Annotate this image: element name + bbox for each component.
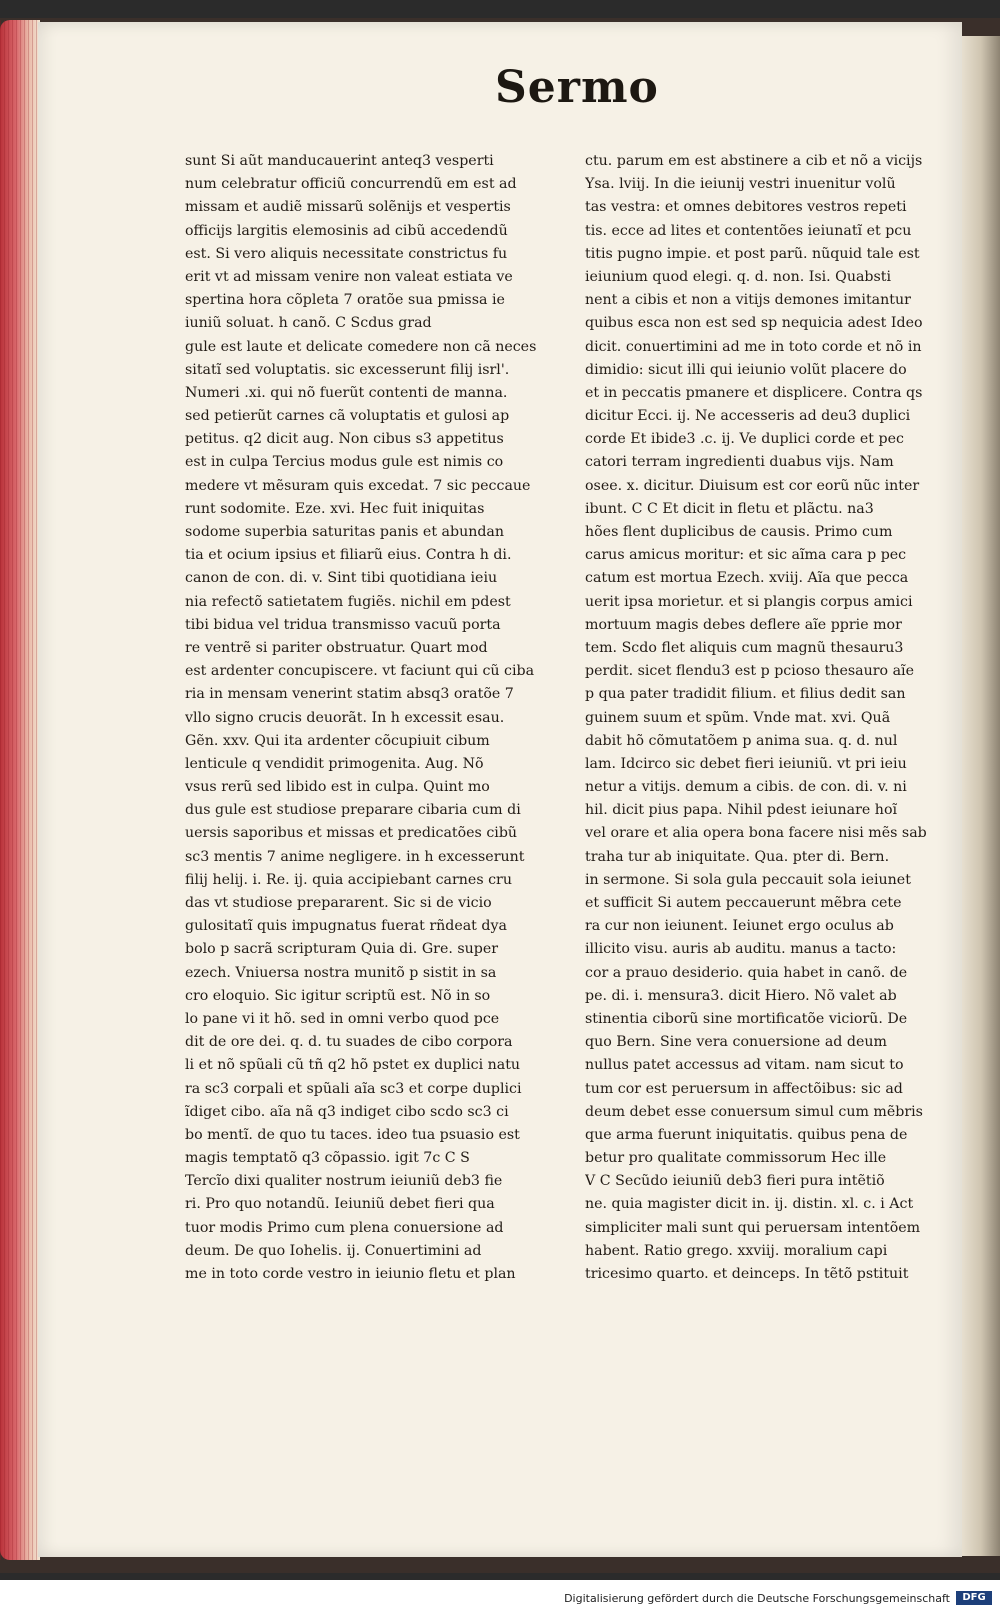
text-line: ctu. parum em est abstinere a cib et nõ a vicijs	[585, 153, 923, 169]
text-line: sitatĩ sed voluptatis. sic excesserunt filij isrl'.	[185, 361, 510, 378]
text-line: nullus patet accessus ad vitam. nam sicut to	[585, 1057, 904, 1074]
text-line: tem. Scdo flet aliquis cum magnũ thesauru3	[585, 639, 904, 656]
text-line: vsus rerũ sed libido est in culpa. Quint mo	[185, 779, 490, 796]
text-line: tricesimo quarto. et deinceps. In tẽtõ pstituit	[585, 1266, 909, 1282]
text-line: et in peccatis pmanere et displicere. Contra qs	[585, 384, 923, 401]
text-line: sunt Si aũt manducauerint anteq3 vesperti	[185, 153, 494, 169]
text-line: ieiunium quod elegi. q. d. non. Isi. Quabsti	[585, 268, 892, 285]
footer-bar	[0, 1580, 1000, 1614]
text-line: osee. x. dicitur. Diuisum est cor eorũ nũc inter	[585, 477, 920, 494]
text-line: Gẽn. xxv. Qui ita ardenter cõcupiuit cibum	[185, 732, 490, 749]
text-line: ria in mensam venerint statim absq3 oratõe 7	[185, 686, 514, 703]
text-line: simpliciter mali sunt qui peruersam intentõem	[585, 1219, 921, 1236]
text-line: quibus esca non est sed sp nequicia adest Ideo	[585, 315, 923, 332]
text-line: Numeri .xi. qui nõ fuerũt contenti de manna.	[185, 384, 508, 401]
text-line: cro eloquio. Sic igitur scriptũ est. Nõ in so	[185, 987, 491, 1004]
text-line: ri. Pro quo notandũ. Ieiuniũ debet fieri qua	[185, 1196, 495, 1213]
text-line: carus amicus moritur: et sic aĩma cara p pec	[585, 547, 907, 564]
text-line: ne. quia magister dicit in. ij. distin. xl. c. i Act	[585, 1196, 914, 1213]
text-line: est in culpa Tercius modus gule est nimis co	[185, 454, 504, 471]
text-line: pe. di. i. mensura3. dicit Hiero. Nõ valet ab	[585, 987, 897, 1004]
text-line: missam et audiẽ missarũ solẽnijs et vespertis	[185, 199, 511, 216]
text-line: quo Bern. Sine vera conuersione ad deum	[585, 1034, 887, 1051]
text-line: ĩdiget cibo. aĩa nã q3 indiget cibo scdo sc3 ci	[185, 1103, 509, 1120]
text-line: runt sodomite. Eze. xvi. Hec fuit iniquitas	[185, 500, 485, 517]
dfg-logo-icon: DFG	[956, 1591, 992, 1605]
text-line: p qua pater tradidit filium. et filius dedit san	[585, 686, 906, 703]
text-line: illicito visu. auris ab auditu. manus a tacto:	[585, 941, 897, 958]
text-line: bo mentĩ. de quo tu taces. ideo tua psuasio est	[185, 1126, 520, 1143]
page-heading: Sermo	[495, 62, 659, 113]
text-line: num celebratur officiũ concurrendũ em est ad	[185, 176, 517, 193]
text-line: uerit ipsa morietur. et si plangis corpus amici	[585, 593, 913, 610]
page-edge-left	[0, 20, 40, 1560]
text-line: officijs largitis elemosinis ad cibũ accedendũ	[185, 222, 508, 239]
text-line: spertina hora cõpleta 7 oratõe sua pmissa ie	[185, 292, 505, 309]
text-line: tuor modis Primo cum plena conuersione ad	[185, 1219, 504, 1236]
text-line: sc3 mentis 7 anime negligere. in h excesserunt	[185, 848, 525, 865]
text-line: canon de con. di. v. Sint tibi quotidiana ieiu	[185, 570, 498, 587]
text-line: perdit. sicet flendu3 est p pcioso thesauro aĩe	[585, 663, 914, 680]
text-line: habent. Ratio grego. xxviij. moralium capi	[585, 1242, 888, 1259]
text-line: medere vt mẽsuram quis excedat. 7 sic peccaue	[185, 477, 531, 494]
text-line: lam. Idcirco sic debet fieri ieiuniũ. vt pri ieiu	[585, 755, 907, 772]
text-line: dus gule est studiose preparare cibaria cum di	[185, 802, 521, 819]
text-line: traha tur ab iniquitate. Qua. pter di. Bern.	[585, 848, 890, 865]
text-line: tum cor est peruersum in affectõibus: sic ad	[585, 1080, 903, 1097]
text-line: nia refectõ satietatem fugiẽs. nichil em pdest	[185, 593, 511, 610]
text-line: tibi bidua vel tridua transmisso vacuũ porta	[185, 616, 501, 633]
text-line: dicitur Ecci. ij. Ne accesseris ad deu3 duplici	[585, 408, 911, 425]
text-line: est. Si vero aliquis necessitate constrictus fu	[185, 245, 508, 262]
text-line: est ardenter concupiscere. vt faciunt qui cũ ciba	[185, 663, 535, 680]
funding-credit: Digitalisierung gefördert durch die Deutsche Forschungsgemeinschaft	[564, 1592, 950, 1605]
text-line: que arma fuerunt iniquitatis. quibus pena de	[585, 1126, 908, 1143]
text-line: tis. ecce ad lites et contentões ieiunatĩ et pcu	[585, 222, 912, 239]
text-line: Ysa. lviij. In die ieiunij vestri inuenitur volũ	[585, 176, 896, 193]
text-line: hil. dicit pius papa. Nihil pdest ieiunare hoĩ	[585, 802, 898, 819]
text-line: me in toto corde vestro in ieiunio fletu et plan	[185, 1266, 516, 1282]
text-column-left	[185, 150, 537, 1286]
text-line: ra sc3 corpali et spũali aĩa sc3 et corpe duplici	[185, 1080, 522, 1097]
text-line: dit de ore dei. q. d. tu suades de cibo corpora	[185, 1034, 513, 1051]
text-line: betur pro qualitate commissorum Hec ille	[585, 1150, 887, 1167]
text-line: guinem suum et spũm. Vnde mat. xvi. Quã	[585, 709, 891, 726]
text-line: dimidio: sicut illi qui ieiunio volũt placere do	[585, 361, 907, 378]
text-line: dabit hõ cõmutatõem p anima sua. q. d. nul	[585, 732, 898, 749]
text-line: V C Secũdo ieiuniũ deb3 fieri pura intẽtiõ	[585, 1173, 885, 1190]
text-line: cor a prauo desiderio. quia habet in canõ. de	[585, 964, 908, 981]
text-line: gule est laute et delicate comedere non cã neces	[185, 338, 537, 355]
text-line: in sermone. Si sola gula peccauit sola ieiunet	[585, 871, 911, 888]
text-line: lenticule q vendidit primogenita. Aug. Nõ	[185, 755, 484, 772]
text-line: netur a vitijs. demum a cibis. de con. di. v. ni	[585, 779, 907, 796]
text-line: erit vt ad missam venire non valeat estiata ve	[185, 268, 513, 285]
text-line: bolo p sacrã scripturam Quia di. Gre. super	[185, 941, 499, 958]
text-line: vllo signo crucis deuorãt. In h excessit esau.	[185, 709, 505, 726]
text-line: ra cur non ieiunent. Ieiunet ergo oculus ab	[585, 918, 894, 935]
text-line: iuniũ soluat. h canõ. C Scdus grad	[185, 315, 432, 332]
text-line: stinentia ciborũ sine mortificatõe viciorũ. De	[585, 1010, 908, 1027]
text-line: gulositatĩ quis impugnatus fuerat rñdeat dya	[185, 918, 507, 935]
text-line: sodome superbia saturitas panis et abundan	[185, 524, 505, 540]
text-line: li et nõ spũali cũ tñ q2 hõ pstet ex duplici natu	[185, 1057, 521, 1074]
text-line: et sufficit Si autem peccauerunt mẽbra cete	[585, 895, 902, 911]
text-line: uersis saporibus et missas et predicatões cibũ	[185, 825, 518, 842]
text-line: tas vestra: et omnes debitores vestros repeti	[585, 199, 907, 216]
text-line: hões flent duplicibus de causis. Primo cum	[585, 524, 893, 540]
text-line: deum debet esse conuersum simul cum mẽbris	[585, 1103, 923, 1120]
text-line: ezech. Vniuersa nostra munitõ p sistit in sa	[185, 964, 497, 981]
text-line: catum est mortua Ezech. xviij. Aĩa que pecca	[585, 570, 909, 587]
text-line: dicit. conuertimini ad me in toto corde et nõ in	[585, 338, 922, 355]
text-line: sed petierũt carnes cã voluptatis et gulosi ap	[185, 408, 510, 425]
text-line: mortuum magis debes deflere aĩe pprie mor	[585, 616, 902, 633]
text-line: nent a cibis et non a vitijs demones imitantur	[585, 292, 911, 309]
text-line: deum. De quo Iohelis. ij. Conuertimini ad	[185, 1242, 482, 1259]
text-line: filij helij. i. Re. ij. quia accipiebant carnes cru	[185, 871, 512, 888]
text-line: magis temptatõ q3 cõpassio. igit 7c C S	[185, 1150, 470, 1167]
text-line: catori terram ingredienti duabus vijs. Nam	[585, 454, 894, 471]
text-line: petitus. q2 dicit aug. Non cibus s3 appetitus	[185, 431, 504, 448]
text-line: corde Et ibide3 .c. ij. Ve duplici corde et pec	[585, 431, 904, 448]
text-line: re ventrẽ si pariter obstruatur. Quart mod	[185, 639, 488, 656]
text-line: titis pugno impie. et post parũ. nũquid tale est	[585, 245, 920, 262]
text-line: lo pane vi it hõ. sed in omni verbo quod pce	[185, 1010, 500, 1027]
text-line: Tercĩo dixi qualiter nostrum ieiuniũ deb3 fie	[185, 1173, 503, 1190]
text-line: vel orare et alia opera bona facere nisi mẽs sab	[585, 825, 927, 842]
text-line: ibunt. C C Et dicit in fletu et plãctu. na3	[585, 500, 874, 517]
text-column-right	[585, 150, 937, 1286]
text-line: tia et ocium ipsius et filiarũ eius. Contra h di.	[185, 547, 512, 564]
page-edge-right	[962, 36, 1000, 1556]
text-line: das vt studiose prepararent. Sic si de vicio	[185, 895, 492, 911]
